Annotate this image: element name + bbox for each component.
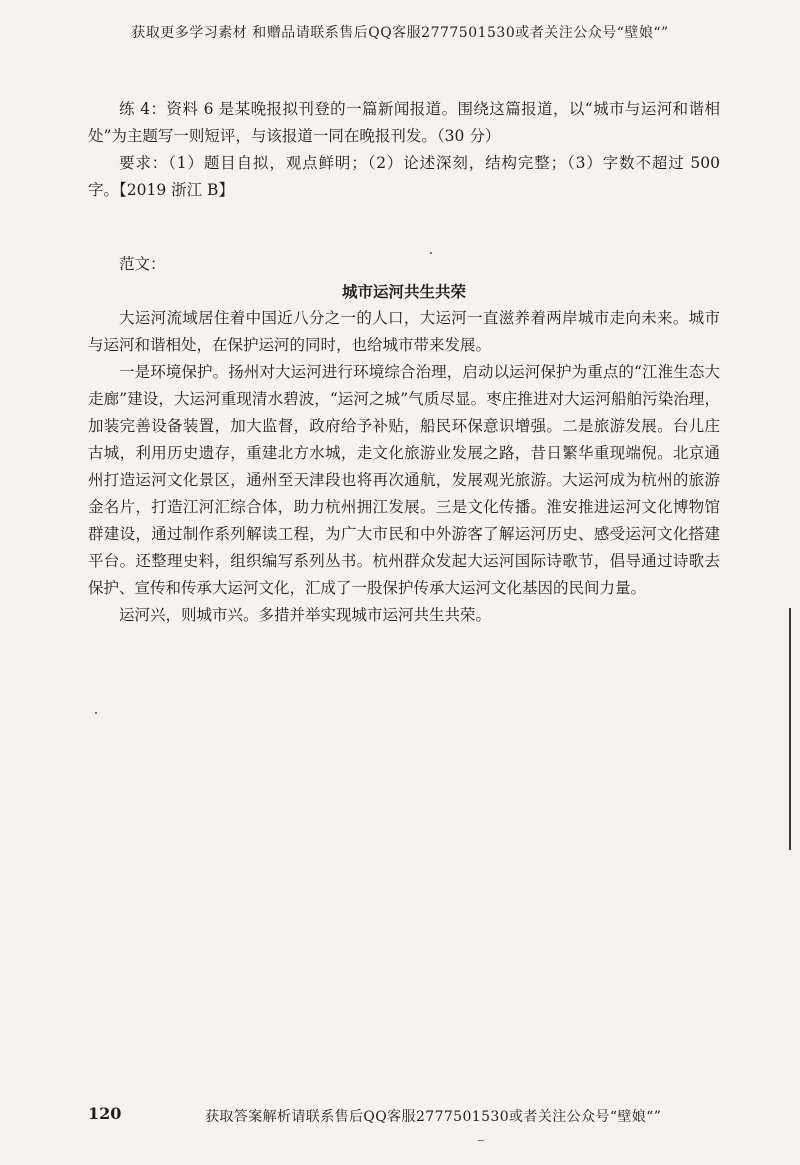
header-watermark-note: 获取更多学习素材 和赠品请联系售后QQ客服2777501530或者关注公众号“壁娘“” <box>131 25 669 41</box>
page-number: 120 <box>88 1104 122 1123</box>
exercise-requirements: 要求：（1）题目自拟，观点鲜明；（2）论述深刻，结构完整；（3）字数不超过 500 字。【2019 浙江 B】 <box>88 154 720 199</box>
scan-speck <box>95 712 97 714</box>
sample-label: 范文： <box>119 255 166 273</box>
scan-edge-line <box>789 608 791 850</box>
scan-speck <box>430 252 432 254</box>
footer-watermark-note: 获取答案解析请联系售后QQ客服2777501530或者关注公众号“壁娘“” <box>205 1109 662 1125</box>
essay-paragraph: 大运河流域居住着中国近八分之一的人口，大运河一直滋养着两岸城市走向未来。城市与运河和谐相处，在保护运河的同时，也给城市带来发展。 <box>88 309 720 354</box>
essay-paragraph: 运河兴，则城市兴。多措并举实现城市运河共生共荣。 <box>119 606 492 624</box>
essay-paragraph: 一是环境保护。扬州对大运河进行环境综合治理，启动以运河保护为重点的“江淮生态大走廊”建设，大运河重现清水碧波，“运河之城”气质尽显。枣庄推进对大运河船舶污染治理，加装完善设备装置，加大监督，政府给予补贴，船民环保意识增强。二是旅游发展。台儿庄古城，利用历史遗存，重建北方水城，走文化旅游业发展之路，昔日繁华重现端倪。北京通州打造运河文化景区，通州至天津段也将再次通航，发展观光旅游。大运河成为杭州的旅游金名片，打造江河汇综合体，助力杭州拥江发展。三是文化传播。淮安推进运河文化博物馆群建设，通过制作系列解读工程，为广大市民和中外游客了解运河历史、感受运河文化搭建平台。还整理史料，组织编写系列丛书。杭州群众发起大运河国际诗歌节，倡导通过诗歌去保护、宣传和传承大运河文化，汇成了一股保护传承大运河文化基因的民间力量。 <box>88 363 720 597</box>
main-content <box>88 96 720 629</box>
exercise-prompt: 练 4：资料 6 是某晚报拟刊登的一篇新闻报道。围绕这篇报道，以“城市与运河和谐相处”为主题写一则短评，与该报道一同在晚报刊发。（30 分） <box>88 100 720 145</box>
essay-title: 城市运河共生共荣 <box>341 282 466 301</box>
scan-speck <box>478 1140 484 1141</box>
